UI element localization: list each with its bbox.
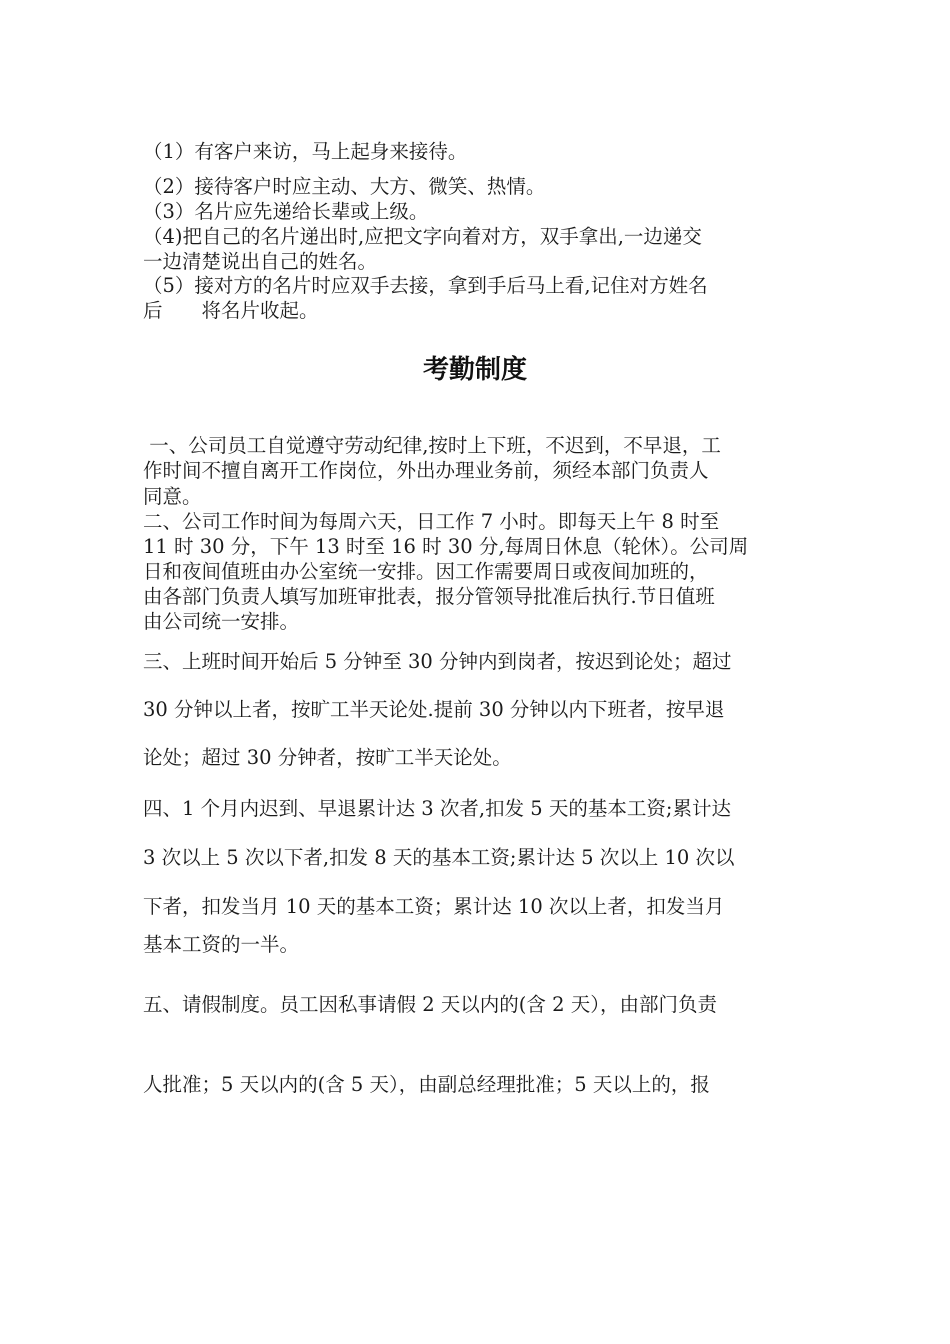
rule-1-line-1: 一、公司员工自觉遵守劳动纪律,按时上下班，不迟到，不早退，工 <box>143 434 721 457</box>
rule-5-line-1: 五、请假制度。员工因私事请假 2 天以内的(含 2 天），由部门负责 <box>143 993 717 1016</box>
etiquette-item-5-cont: 后 将名片收起。 <box>143 299 319 322</box>
rule-3-line-1: 三、上班时间开始后 5 分钟至 30 分钟内到岗者，按迟到论处；超过 <box>143 650 732 673</box>
rule-4-line-1: 四、1 个月内迟到、早退累计达 3 次者,扣发 5 天的基本工资;累计达 <box>143 797 731 820</box>
rule-3-line-2: 30 分钟以上者，按旷工半天论处.提前 30 分钟以内下班者，按早退 <box>143 698 725 721</box>
etiquette-item-5: （5）接对方的名片时应双手去接，拿到手后马上看,记住对方姓名 <box>143 274 708 297</box>
rule-5-line-2: 人批准；5 天以内的(含 5 天），由副总经理批准；5 天以上的，报 <box>143 1073 710 1096</box>
rule-4-line-3: 下者，扣发当月 10 天的基本工资；累计达 10 次以上者，扣发当月 <box>143 895 725 918</box>
etiquette-item-2: （2）接待客户时应主动、大方、微笑、热情。 <box>143 175 546 198</box>
etiquette-item-3: （3）名片应先递给长辈或上级。 <box>143 200 429 223</box>
rule-2-line-3: 日和夜间值班由办公室统一安排。因工作需要周日或夜间加班的， <box>143 560 709 583</box>
rule-4-line-4: 基本工资的一半。 <box>143 933 300 956</box>
rule-2-line-1: 二、公司工作时间为每周六天，日工作 7 小时。即每天上午 8 时至 <box>143 510 720 533</box>
section-title: 考勤制度 <box>422 355 527 385</box>
rule-2-line-4: 由各部门负责人填写加班审批表，报分管领导批准后执行.节日值班 <box>143 585 715 608</box>
rule-1-line-2: 作时间不擅自离开工作岗位，外出办理业务前，须经本部门负责人 <box>143 459 709 482</box>
rule-3-line-3: 论处；超过 30 分钟者，按旷工半天论处。 <box>143 746 512 769</box>
rule-4-line-2: 3 次以上 5 次以下者,扣发 8 天的基本工资;累计达 5 次以上 10 次以 <box>143 846 735 869</box>
etiquette-item-4-cont: 一边清楚说出自己的姓名。 <box>143 250 378 273</box>
etiquette-item-4: （4)把自己的名片递出时,应把文字向着对方，双手拿出,一边递交 <box>143 225 702 248</box>
rule-2-line-5: 由公司统一安排。 <box>143 610 300 633</box>
rule-2-line-2: 11 时 30 分，下午 13 时至 16 时 30 分,每周日休息（轮休）。公司周 <box>143 535 749 558</box>
rule-1-line-3: 同意。 <box>143 485 202 508</box>
etiquette-item-1: （1）有客户来访，马上起身来接待。 <box>143 140 468 163</box>
